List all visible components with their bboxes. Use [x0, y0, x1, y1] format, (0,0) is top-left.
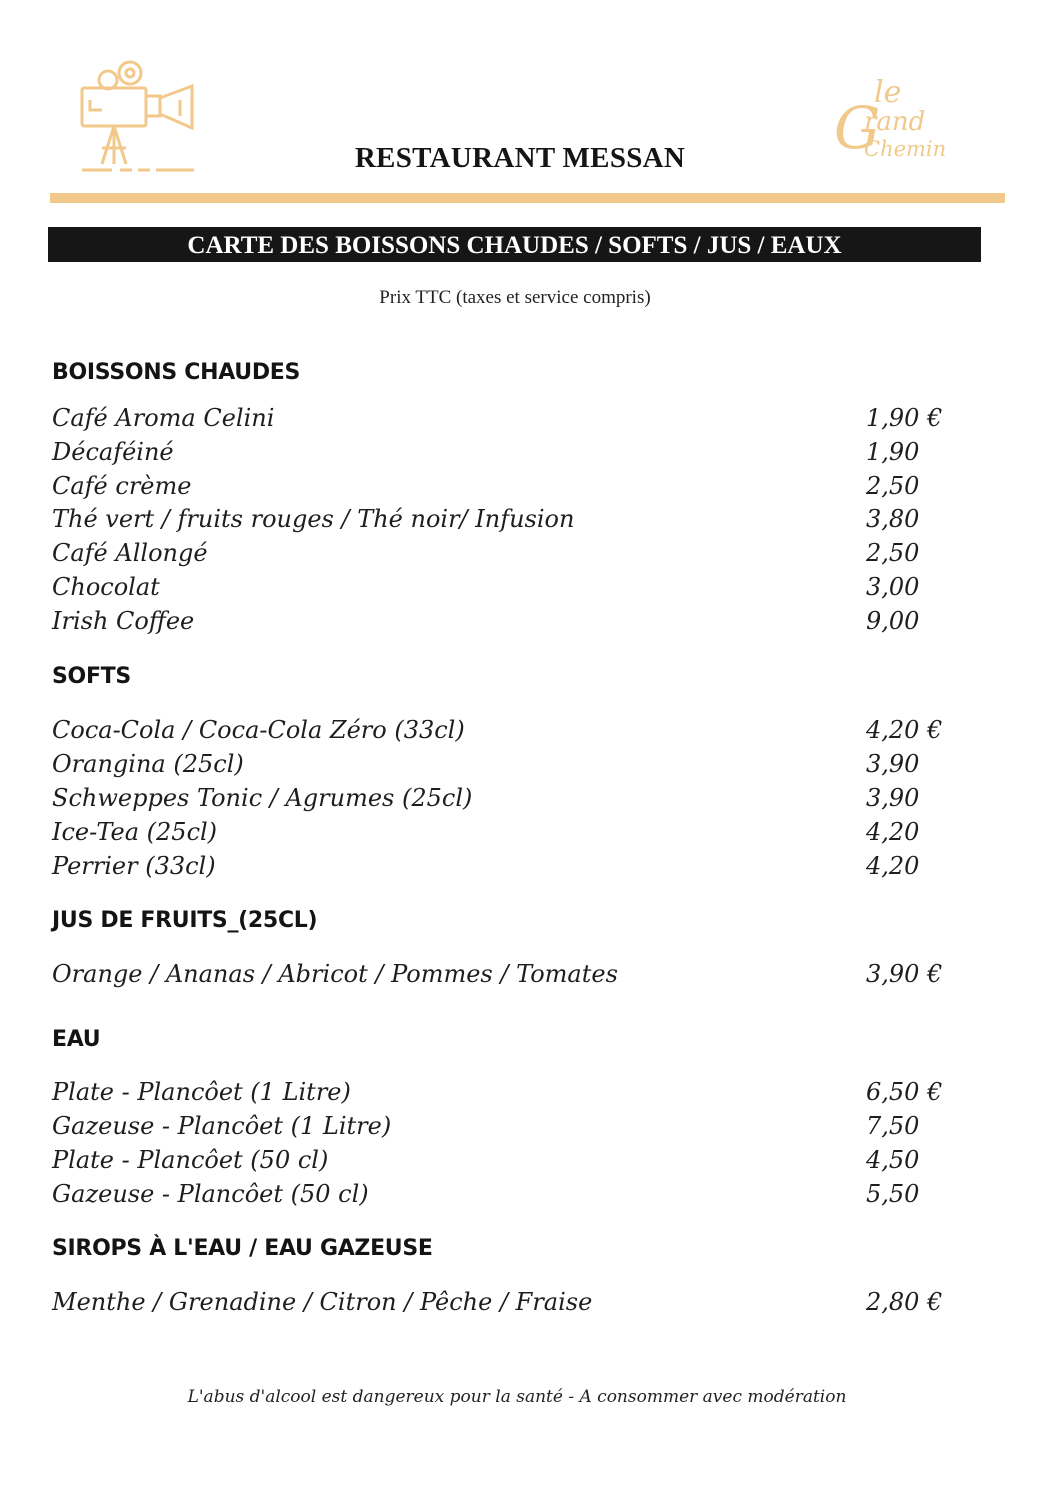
menu-item-name: Plate - Plancôet (1 Litre)	[52, 1078, 351, 1106]
svg-text:Chemin: Chemin	[864, 137, 947, 161]
menu-item-price: 9,00	[866, 607, 920, 635]
section-title: JUS DE FRUITS_(25CL)	[52, 908, 318, 933]
menu-banner: CARTE DES BOISSONS CHAUDES / SOFTS / JUS / EAUX	[48, 227, 981, 262]
menu-item-name: Plate - Plancôet (50 cl)	[52, 1146, 329, 1174]
page-title: RESTAURANT MESSAN	[354, 142, 686, 174]
section-title: SOFTS	[52, 664, 131, 689]
menu-item-price: 3,90	[866, 784, 920, 812]
menu-item-price: 2,50	[866, 539, 920, 567]
header-divider	[50, 193, 1005, 203]
menu-item-price: 3,80	[866, 505, 920, 533]
menu-item-name: Café Aroma Celini	[52, 404, 275, 432]
menu-item-name: Perrier (33cl)	[52, 852, 216, 880]
menu-item-name: Coca-Cola / Coca-Cola Zéro (33cl)	[52, 716, 465, 744]
menu-item-price: 5,50	[866, 1180, 920, 1208]
menu-item-name: Irish Coffee	[52, 607, 195, 635]
menu-item-price: 3,90 €	[866, 960, 943, 988]
menu-item-price: 3,90	[866, 750, 920, 778]
menu-item-price: 3,00	[866, 573, 920, 601]
section-title: SIROPS À L'EAU / EAU GAZEUSE	[52, 1236, 433, 1261]
menu-item-name: Café crème	[52, 472, 192, 500]
menu-item-name: Schweppes Tonic / Agrumes (25cl)	[52, 784, 473, 812]
menu-item-name: Ice-Tea (25cl)	[52, 818, 218, 846]
menu-item-name: Chocolat	[52, 573, 160, 601]
section-title: BOISSONS CHAUDES	[52, 360, 301, 385]
menu-item-price: 1,90	[866, 438, 920, 466]
menu-item-price: 6,50 €	[866, 1078, 943, 1106]
menu-item-name: Gazeuse - Plancôet (1 Litre)	[52, 1112, 392, 1140]
menu-item-name: Décaféiné	[52, 438, 174, 466]
menu-item-price: 4,20	[866, 818, 920, 846]
menu-item-price: 7,50	[866, 1112, 920, 1140]
menu-item-price: 2,50	[866, 472, 920, 500]
menu-item-name: Thé vert / fruits rouges / Thé noir/ Infusion	[52, 505, 575, 533]
menu-item-name: Gazeuse - Plancôet (50 cl)	[52, 1180, 369, 1208]
menu-item-name: Menthe / Grenadine / Citron / Pêche / Fraise	[52, 1288, 593, 1316]
menu-item-price: 4,20 €	[866, 716, 943, 744]
menu-item-price: 1,90 €	[866, 404, 943, 432]
health-warning: L'abus d'alcool est dangereux pour la santé - A consommer avec modération	[187, 1387, 847, 1407]
menu-item-name: Orangina (25cl)	[52, 750, 244, 778]
menu-item-name: Café Allongé	[52, 539, 208, 567]
menu-item-price: 4,50	[866, 1146, 920, 1174]
price-note: Prix TTC (taxes et service compris)	[379, 287, 651, 308]
svg-text:G: G	[834, 94, 881, 162]
svg-text:le: le	[874, 75, 902, 110]
menu-item-price: 2,80 €	[866, 1288, 943, 1316]
section-title: EAU	[52, 1027, 101, 1052]
menu-item-name: Orange / Ananas / Abricot / Pommes / Tomates	[52, 960, 618, 988]
menu-item-price: 4,20	[866, 852, 920, 880]
svg-text:rand: rand	[864, 107, 926, 137]
